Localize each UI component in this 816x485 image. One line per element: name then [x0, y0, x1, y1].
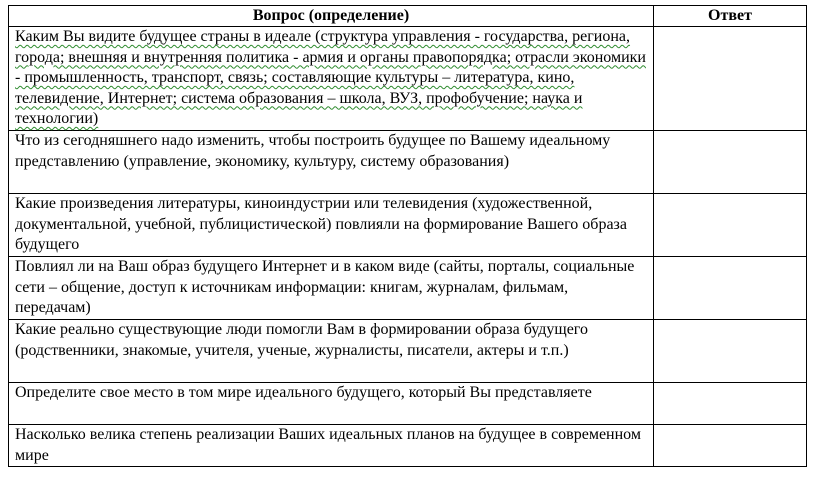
table-row: [9, 27, 807, 131]
question-text: Какие реально существующие люди помогли Вам в формировании образа будущего (родственники, знакомые, учителя, ученые, журналисты, писатели, актеры и т.п.): [15, 321, 588, 359]
questionnaire-table: [8, 5, 807, 467]
table-row: [9, 194, 807, 257]
answer-column-header: Ответ: [654, 6, 807, 27]
answer-cell[interactable]: [654, 194, 807, 257]
answer-cell[interactable]: [654, 425, 807, 467]
question-cell: [9, 320, 654, 383]
question-text: Каким Вы видите будущее страны в идеале (структура управления - государства, региона, города; внешняя и внутренняя политика - армия и органы правопорядка; отрасли экономики - промышленность, транспорт, связь; составляющие культуры – литература, кино, телевидение, Интернет; система образования – школа, ВУЗ, профобучение; наука и технологии): [15, 28, 646, 127]
question-cell: [9, 257, 654, 320]
answer-cell[interactable]: [654, 131, 807, 194]
question-text: Какие произведения литературы, киноиндустрии или телевидения (художественной, документальной, учебной, публицистической) повлияли на формирование Вашего образа будущего: [15, 195, 627, 253]
question-cell: [9, 131, 654, 194]
question-text: Повлиял ли на Ваш образ будущего Интернет и в каком виде (сайты, порталы, социальные сети – общение, доступ к источникам информации: книгам, журналам, фильмам, передачам): [15, 258, 635, 316]
answer-cell[interactable]: [654, 383, 807, 425]
table-row: [9, 320, 807, 383]
question-cell: [9, 383, 654, 425]
table-row: [9, 257, 807, 320]
question-cell: [9, 425, 654, 467]
answer-cell[interactable]: [654, 257, 807, 320]
question-cell: [9, 27, 654, 131]
answer-cell[interactable]: [654, 320, 807, 383]
question-column-header: Вопрос (определение): [9, 6, 654, 27]
question-text: Что из сегодняшнего надо изменить, чтобы построить будущее по Вашему идеальному представлению (управление, экономику, культуру, систему образования): [15, 132, 611, 170]
question-text: Определите свое место в том мире идеального будущего, который Вы представляете: [15, 384, 592, 401]
table-row: [9, 425, 807, 467]
answer-cell[interactable]: [654, 27, 807, 131]
table-row: [9, 383, 807, 425]
table-row: [9, 131, 807, 194]
question-text: Насколько велика степень реализации Ваших идеальных планов на будущее в современном мире: [15, 426, 641, 464]
header-row: [9, 6, 807, 27]
question-cell: [9, 194, 654, 257]
